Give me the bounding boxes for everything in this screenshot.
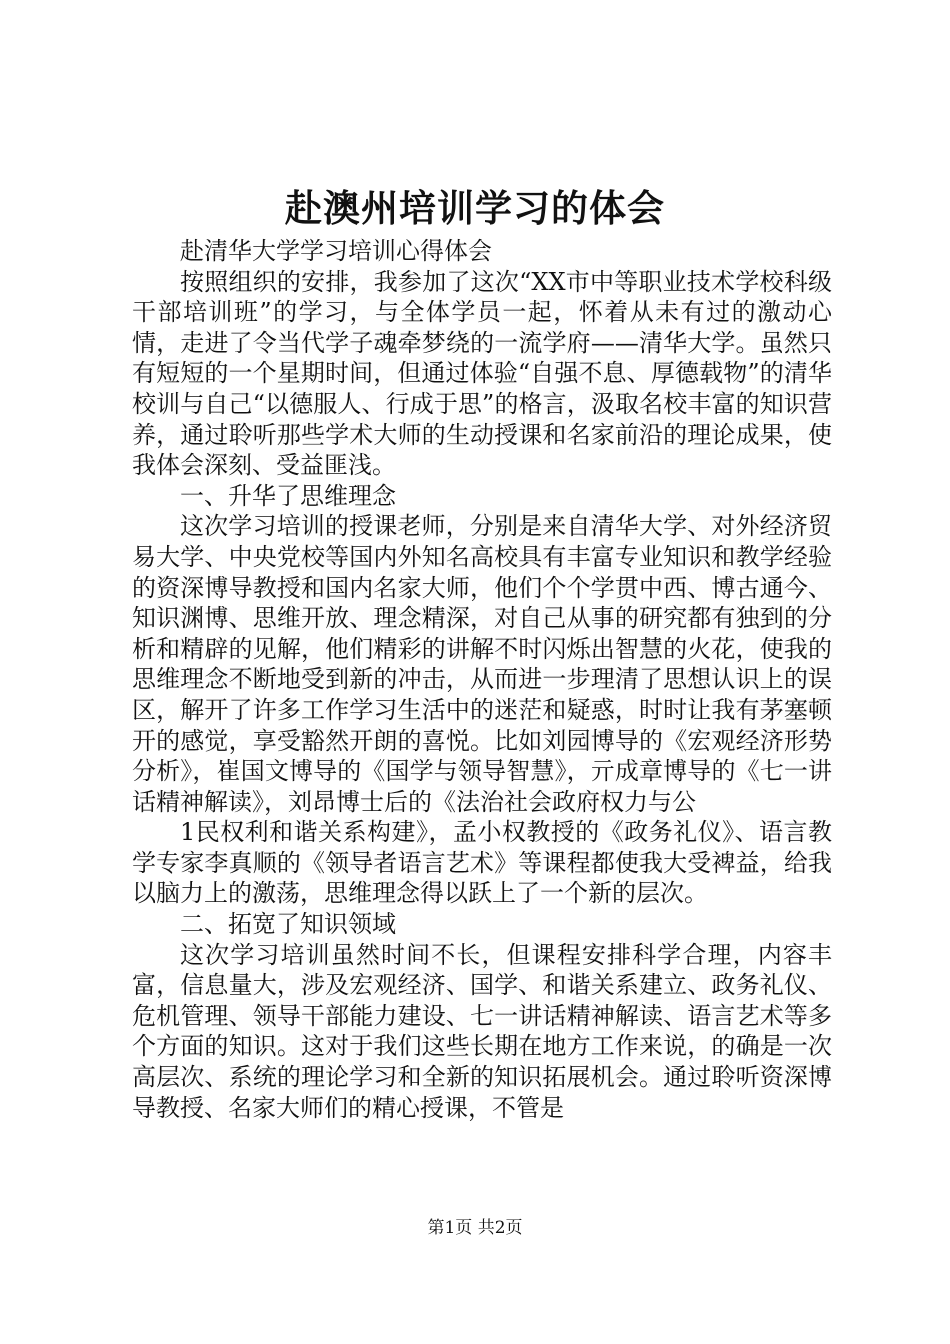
document-body [132, 236, 832, 1123]
section-heading-2: 二、拓宽了知识领域 [180, 910, 396, 939]
section-heading-1: 一、升华了思维理念 [180, 481, 396, 510]
page-number-footer: 第1页 共2页 [427, 1218, 523, 1238]
paragraph-subtitle: 赴清华大学学习培训心得体会 [180, 237, 492, 265]
paragraph-section-1: 这次学习培训的授课老师，分别是来自清华大学、对外经济贸易大学、中央党校等国内外知名高校具有丰富专业知识和教学经验的资深博导教授和国内名家大师，他们个个学贯中西、博古通今、知识渊博、思维开放、理念精深，对自己从事的研究都有独到的分析和精辟的见解，他们精彩的讲解不时闪烁出智慧的火花，使我的思维理念不断地受到新的冲击，从而进一步理清了思想认识上的误区，解开了许多工作学习生活中的迷茫和疑惑，时时让我有茅塞顿开的感觉，享受豁然开朗的喜悦。比如刘园博导的《宏观经济形势分析》，崔国文博导的《国学与领导智慧》，亓成章博导的《七一讲话精神解读》，刘昂博士后的《法治社会政府权力与公 [132, 512, 832, 816]
paragraph-section-2: 这次学习培训虽然时间不长，但课程安排科学合理，内容丰富，信息量大，涉及宏观经济、国学、和谐关系建立、政务礼仪、危机管理、领导干部能力建设、七一讲话精神解读、语言艺术等多个方面的知识。这对于我们这些长期在地方工作来说，的确是一次高层次、系统的理论学习和全新的知识拓展机会。通过聆听资深博导教授、名家大师们的精心授课，不管是 [132, 940, 832, 1122]
document-title: 赴澳州培训学习的体会 [285, 186, 665, 230]
paragraph-section-1-continued: 1民权利和谐关系构建》，孟小权教授的《政务礼仪》、语言教学专家李真顺的《领导者语言艺术》等课程都使我大受裨益，给我以脑力上的激荡，思维理念得以跃上了一个新的层次。 [132, 818, 832, 908]
paragraph-intro: 按照组织的安排，我参加了这次“XX市中等职业技术学校科级干部培训班”的学习，与全体学员一起，怀着从未有过的激动心情，走进了令当代学子魂牵梦绕的一流学府——清华大学。虽然只有短短的一个星期时间，但通过体验“自强不息、厚德载物”的清华校训与自己“以德服人、行成于思”的格言，汲取名校丰富的知识营养，通过聆听那些学术大师的生动授课和名家前沿的理论成果，使我体会深刻、受益匪浅。 [132, 267, 832, 480]
